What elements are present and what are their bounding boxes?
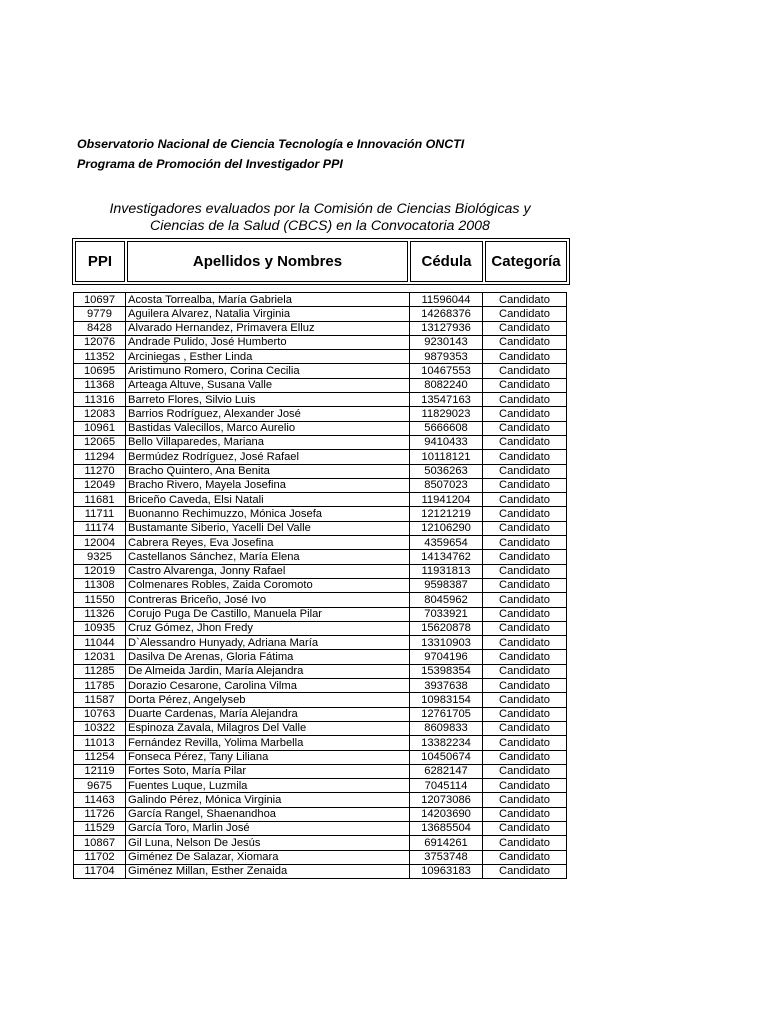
- table-row: [74, 335, 567, 349]
- cell-cedula: 6914261: [410, 836, 483, 850]
- cell-categoria: Candidato: [483, 493, 567, 507]
- cell-categoria: Candidato: [483, 564, 567, 578]
- cell-cedula: 13547163: [410, 393, 483, 407]
- cell-cedula: 10467553: [410, 364, 483, 378]
- cell-categoria: Candidato: [483, 779, 567, 793]
- cell-name: Aristimuno Romero, Corina Cecilia: [126, 364, 410, 378]
- table-row: [74, 307, 567, 321]
- cell-categoria: Candidato: [483, 521, 567, 535]
- table-row: [74, 807, 567, 821]
- cell-ppi: 9675: [74, 779, 126, 793]
- cell-categoria: Candidato: [483, 507, 567, 521]
- cell-cedula: 9410433: [410, 435, 483, 449]
- table-row: [74, 650, 567, 664]
- cell-ppi: 11726: [74, 807, 126, 821]
- table-row: [74, 664, 567, 678]
- cell-categoria: Candidato: [483, 321, 567, 335]
- table-row: [74, 564, 567, 578]
- cell-ppi: 11044: [74, 636, 126, 650]
- cell-cedula: 12073086: [410, 793, 483, 807]
- cell-cedula: 8082240: [410, 378, 483, 392]
- cell-name: Corujo Puga De Castillo, Manuela Pilar: [126, 607, 410, 621]
- cell-cedula: 6282147: [410, 764, 483, 778]
- cell-name: Barreto Flores, Silvio Luis: [126, 393, 410, 407]
- cell-ppi: 10935: [74, 621, 126, 635]
- cell-categoria: Candidato: [483, 307, 567, 321]
- cell-name: Buonanno Rechimuzzo, Mónica Josefa: [126, 507, 410, 521]
- table-row: [74, 378, 567, 392]
- cell-cedula: 5036263: [410, 464, 483, 478]
- cell-name: Cruz Gómez, Jhon Fredy: [126, 621, 410, 635]
- cell-ppi: 10763: [74, 707, 126, 721]
- cell-name: Dorta Pérez, Angelyseb: [126, 693, 410, 707]
- column-header-cedula: Cédula: [410, 241, 483, 282]
- table-header: [72, 238, 570, 285]
- cell-name: Bello Villaparedes, Mariana: [126, 435, 410, 449]
- cell-cedula: 11931813: [410, 564, 483, 578]
- cell-cedula: 8507023: [410, 478, 483, 492]
- cell-name: Colmenares Robles, Zaida Coromoto: [126, 578, 410, 592]
- cell-ppi: 12031: [74, 650, 126, 664]
- cell-name: Bustamante Siberio, Yacelli Del Valle: [126, 521, 410, 535]
- cell-categoria: Candidato: [483, 679, 567, 693]
- column-header-ppi: PPI: [75, 241, 125, 282]
- table-row: [74, 864, 567, 878]
- cell-ppi: 11550: [74, 593, 126, 607]
- cell-categoria: Candidato: [483, 793, 567, 807]
- table-row: [74, 764, 567, 778]
- cell-name: Giménez Millan, Esther Zenaida: [126, 864, 410, 878]
- cell-categoria: Candidato: [483, 293, 567, 307]
- cell-name: Briceño Caveda, Elsi Natali: [126, 493, 410, 507]
- cell-ppi: 11704: [74, 864, 126, 878]
- cell-name: Bracho Quintero, Ana Benita: [126, 464, 410, 478]
- cell-ppi: 11316: [74, 393, 126, 407]
- cell-ppi: 9325: [74, 550, 126, 564]
- cell-categoria: Candidato: [483, 335, 567, 349]
- cell-categoria: Candidato: [483, 850, 567, 864]
- cell-ppi: 10867: [74, 836, 126, 850]
- cell-name: Fortes Soto, María Pilar: [126, 764, 410, 778]
- table-row: [74, 736, 567, 750]
- cell-ppi: 12019: [74, 564, 126, 578]
- cell-cedula: 10983154: [410, 693, 483, 707]
- table-row: [74, 850, 567, 864]
- subtitle-line-1: Investigadores evaluados por la Comisión de Ciencias Biológicas y: [109, 201, 531, 217]
- cell-ppi: 12004: [74, 536, 126, 550]
- table-row: [74, 293, 567, 307]
- table-row: [74, 450, 567, 464]
- table-row: [74, 493, 567, 507]
- cell-ppi: 12049: [74, 478, 126, 492]
- cell-cedula: 9879353: [410, 350, 483, 364]
- table-row: [74, 550, 567, 564]
- table-row: [74, 779, 567, 793]
- table-row: [74, 821, 567, 835]
- cell-categoria: Candidato: [483, 750, 567, 764]
- table-row: [74, 507, 567, 521]
- table-row: [74, 364, 567, 378]
- cell-categoria: Candidato: [483, 807, 567, 821]
- cell-ppi: 10322: [74, 721, 126, 735]
- cell-categoria: Candidato: [483, 836, 567, 850]
- cell-name: Barrios Rodríguez, Alexander José: [126, 407, 410, 421]
- cell-categoria: Candidato: [483, 435, 567, 449]
- cell-cedula: 7033921: [410, 607, 483, 621]
- cell-categoria: Candidato: [483, 464, 567, 478]
- table-row: [74, 607, 567, 621]
- column-header-name: Apellidos y Nombres: [127, 241, 408, 282]
- cell-categoria: Candidato: [483, 378, 567, 392]
- cell-cedula: 13127936: [410, 321, 483, 335]
- cell-name: Galindo Pérez, Mónica Virginia: [126, 793, 410, 807]
- cell-categoria: Candidato: [483, 736, 567, 750]
- cell-cedula: 10118121: [410, 450, 483, 464]
- cell-cedula: 12106290: [410, 521, 483, 535]
- cell-cedula: 12761705: [410, 707, 483, 721]
- cell-categoria: Candidato: [483, 621, 567, 635]
- cell-name: Acosta Torrealba, María Gabriela: [126, 293, 410, 307]
- table-row: [74, 693, 567, 707]
- cell-categoria: Candidato: [483, 636, 567, 650]
- cell-categoria: Candidato: [483, 450, 567, 464]
- cell-cedula: 7045114: [410, 779, 483, 793]
- document-subtitle: [70, 201, 570, 235]
- cell-categoria: Candidato: [483, 407, 567, 421]
- cell-ppi: 11352: [74, 350, 126, 364]
- cell-name: Fernández Revilla, Yolima Marbella: [126, 736, 410, 750]
- cell-ppi: 12076: [74, 335, 126, 349]
- table-row: [74, 435, 567, 449]
- cell-cedula: 9704196: [410, 650, 483, 664]
- cell-categoria: Candidato: [483, 650, 567, 664]
- cell-ppi: 11174: [74, 521, 126, 535]
- cell-cedula: 9598387: [410, 578, 483, 592]
- cell-ppi: 11785: [74, 679, 126, 693]
- table-row: [74, 321, 567, 335]
- cell-name: Alvarado Hernandez, Primavera Elluz: [126, 321, 410, 335]
- cell-name: Duarte Cardenas, María Alejandra: [126, 707, 410, 721]
- cell-cedula: 11596044: [410, 293, 483, 307]
- cell-ppi: 12065: [74, 435, 126, 449]
- cell-name: García Rangel, Shaenandhoa: [126, 807, 410, 821]
- table-row: [74, 536, 567, 550]
- cell-name: Andrade Pulido, José Humberto: [126, 335, 410, 349]
- organization-title: Observatorio Nacional de Ciencia Tecnología e Innovación ONCTI: [77, 137, 465, 151]
- table-row: [74, 707, 567, 721]
- cell-ppi: 11681: [74, 493, 126, 507]
- cell-name: De Almeida Jardin, María Alejandra: [126, 664, 410, 678]
- cell-ppi: 11254: [74, 750, 126, 764]
- cell-categoria: Candidato: [483, 550, 567, 564]
- cell-ppi: 8428: [74, 321, 126, 335]
- cell-cedula: 13310903: [410, 636, 483, 650]
- cell-name: Bracho Rivero, Mayela Josefina: [126, 478, 410, 492]
- table-row: [74, 521, 567, 535]
- cell-cedula: 4359654: [410, 536, 483, 550]
- cell-cedula: 15398354: [410, 664, 483, 678]
- table-row: [74, 407, 567, 421]
- column-header-categoria: Categoría: [485, 241, 567, 282]
- cell-ppi: 11463: [74, 793, 126, 807]
- cell-ppi: 12119: [74, 764, 126, 778]
- cell-categoria: Candidato: [483, 664, 567, 678]
- cell-name: Giménez De Salazar, Xiomara: [126, 850, 410, 864]
- cell-name: Bermúdez Rodríguez, José Rafael: [126, 450, 410, 464]
- subtitle-line-2: Ciencias de la Salud (CBCS) en la Convocatoria 2008: [150, 218, 490, 234]
- cell-cedula: 10963183: [410, 864, 483, 878]
- cell-categoria: Candidato: [483, 707, 567, 721]
- cell-categoria: Candidato: [483, 536, 567, 550]
- table-row: [74, 679, 567, 693]
- cell-name: Aguilera Alvarez, Natalia Virginia: [126, 307, 410, 321]
- table-row: [74, 621, 567, 635]
- cell-name: García Toro, Marlin José: [126, 821, 410, 835]
- cell-name: Dorazio Cesarone, Carolina Vilma: [126, 679, 410, 693]
- cell-cedula: 13382234: [410, 736, 483, 750]
- table-row: [74, 836, 567, 850]
- cell-ppi: 11270: [74, 464, 126, 478]
- researchers-table: [73, 292, 567, 879]
- cell-categoria: Candidato: [483, 421, 567, 435]
- cell-cedula: 3753748: [410, 850, 483, 864]
- cell-cedula: 3937638: [410, 679, 483, 693]
- cell-ppi: 9779: [74, 307, 126, 321]
- program-title: Programa de Promoción del Investigador PPI: [77, 157, 343, 171]
- cell-name: Castellanos Sánchez, María Elena: [126, 550, 410, 564]
- cell-categoria: Candidato: [483, 578, 567, 592]
- cell-ppi: 10961: [74, 421, 126, 435]
- cell-ppi: 11711: [74, 507, 126, 521]
- cell-ppi: 10695: [74, 364, 126, 378]
- table-row: [74, 793, 567, 807]
- cell-ppi: 11294: [74, 450, 126, 464]
- cell-name: Contreras Briceño, José Ivo: [126, 593, 410, 607]
- cell-name: D`Alessandro Hunyady, Adriana María: [126, 636, 410, 650]
- table-row: [74, 578, 567, 592]
- cell-name: Cabrera Reyes, Eva Josefina: [126, 536, 410, 550]
- cell-categoria: Candidato: [483, 864, 567, 878]
- table-row: [74, 750, 567, 764]
- cell-name: Fonseca Pérez, Tany Liliana: [126, 750, 410, 764]
- cell-categoria: Candidato: [483, 478, 567, 492]
- table-row: [74, 636, 567, 650]
- cell-ppi: 11702: [74, 850, 126, 864]
- table-row: [74, 350, 567, 364]
- cell-name: Espinoza Zavala, Milagros Del Valle: [126, 721, 410, 735]
- cell-cedula: 14203690: [410, 807, 483, 821]
- table-row: [74, 421, 567, 435]
- cell-ppi: 11587: [74, 693, 126, 707]
- cell-name: Arciniegas , Esther Linda: [126, 350, 410, 364]
- cell-categoria: Candidato: [483, 721, 567, 735]
- cell-name: Dasilva De Arenas, Gloria Fátima: [126, 650, 410, 664]
- cell-ppi: 11529: [74, 821, 126, 835]
- table-row: [74, 393, 567, 407]
- cell-cedula: 14268376: [410, 307, 483, 321]
- cell-cedula: 8609833: [410, 721, 483, 735]
- cell-ppi: 11285: [74, 664, 126, 678]
- cell-categoria: Candidato: [483, 821, 567, 835]
- table-row: [74, 593, 567, 607]
- cell-ppi: 10697: [74, 293, 126, 307]
- cell-cedula: 13685504: [410, 821, 483, 835]
- cell-cedula: 11941204: [410, 493, 483, 507]
- cell-cedula: 10450674: [410, 750, 483, 764]
- cell-name: Fuentes Luque, Luzmila: [126, 779, 410, 793]
- cell-categoria: Candidato: [483, 693, 567, 707]
- cell-cedula: 11829023: [410, 407, 483, 421]
- cell-name: Arteaga Altuve, Susana Valle: [126, 378, 410, 392]
- cell-ppi: 11368: [74, 378, 126, 392]
- researchers-table-body: [74, 293, 567, 879]
- cell-cedula: 8045962: [410, 593, 483, 607]
- cell-ppi: 11326: [74, 607, 126, 621]
- cell-categoria: Candidato: [483, 593, 567, 607]
- cell-categoria: Candidato: [483, 364, 567, 378]
- cell-name: Gil Luna, Nelson De Jesús: [126, 836, 410, 850]
- cell-categoria: Candidato: [483, 350, 567, 364]
- cell-categoria: Candidato: [483, 607, 567, 621]
- cell-cedula: 15620878: [410, 621, 483, 635]
- cell-cedula: 14134762: [410, 550, 483, 564]
- cell-ppi: 11308: [74, 578, 126, 592]
- table-row: [74, 464, 567, 478]
- cell-ppi: 11013: [74, 736, 126, 750]
- cell-name: Castro Alvarenga, Jonny Rafael: [126, 564, 410, 578]
- cell-name: Bastidas Valecillos, Marco Aurelio: [126, 421, 410, 435]
- cell-cedula: 9230143: [410, 335, 483, 349]
- cell-cedula: 12121219: [410, 507, 483, 521]
- table-row: [74, 721, 567, 735]
- cell-ppi: 12083: [74, 407, 126, 421]
- cell-categoria: Candidato: [483, 764, 567, 778]
- cell-categoria: Candidato: [483, 393, 567, 407]
- cell-cedula: 5666608: [410, 421, 483, 435]
- table-row: [74, 478, 567, 492]
